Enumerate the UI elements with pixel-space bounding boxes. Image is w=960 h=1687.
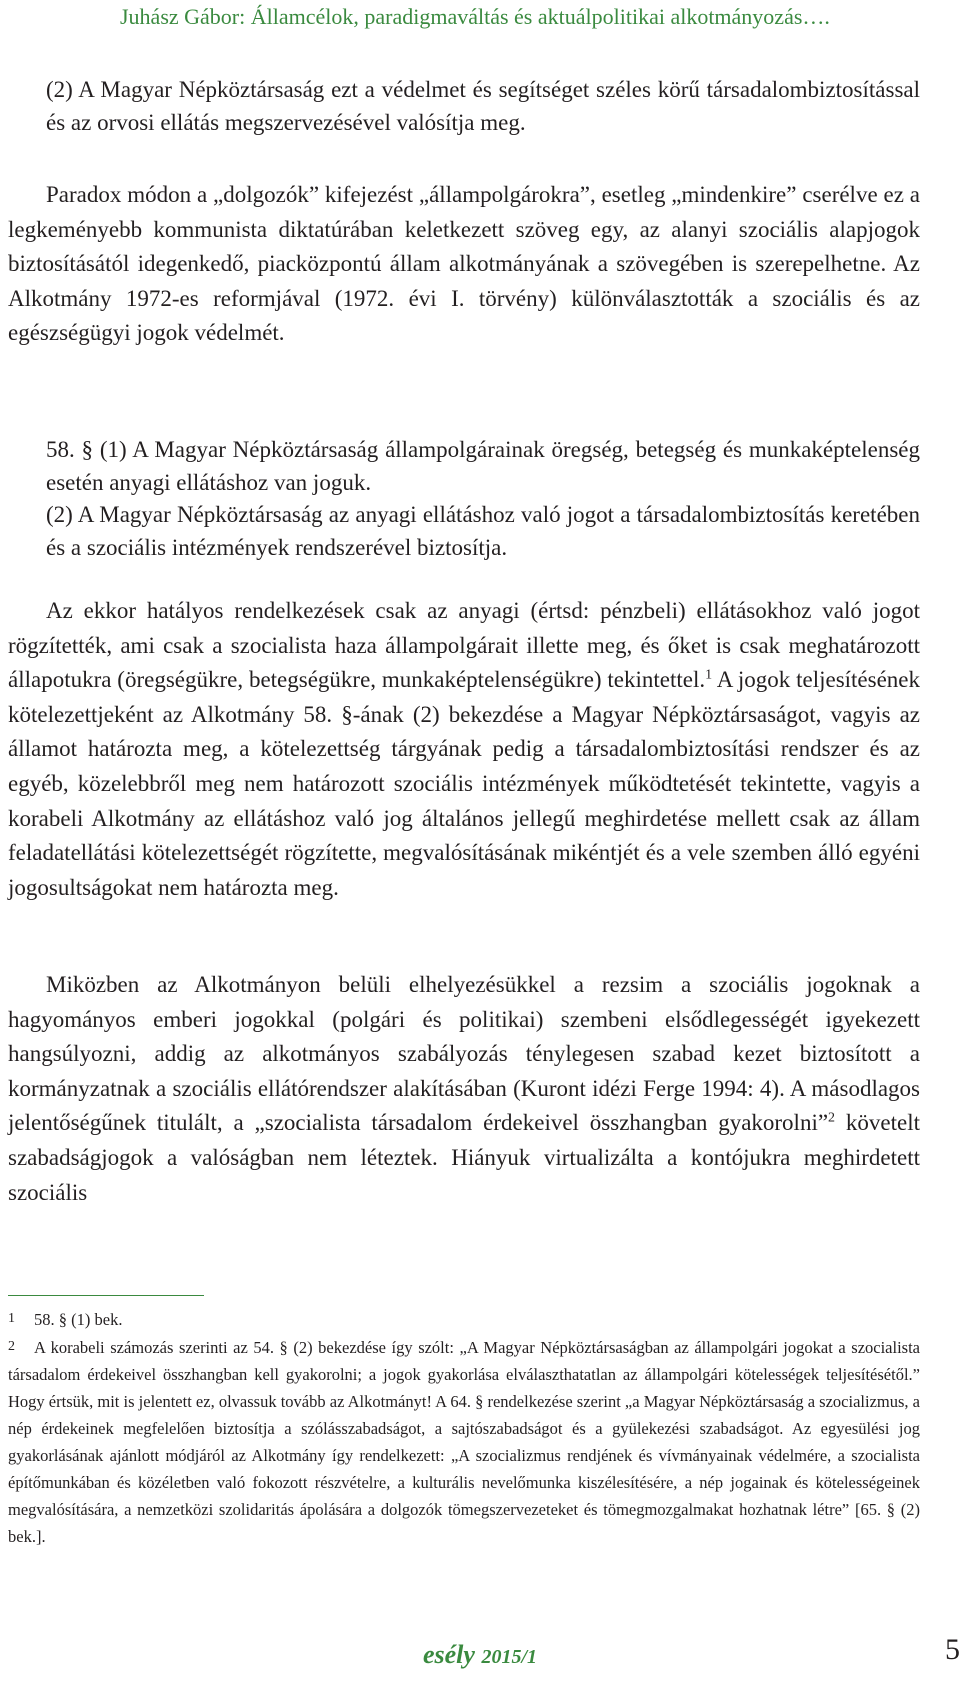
para3-text-a: Miközben az Alkotmányon belüli elhelyezésükkel a rezsim a szociális jogoknak a hagyományos emberi jogokkal (polgári és politikai) szembeni elsődlegességét igyekezett hangsúlyozni, addig az alkotmányos szabályozás ténylegesen szabad kezet biztosított a kormányzatnak a szociális ellátórendszer alakításában (Kuront idézi Ferge 1994: 4). A másodlagos jelentőségűnek titulált, a „szocialista társadalom érdekeivel összhangban gyakorolni” [8, 972, 920, 1136]
journal-name: esély [422, 1640, 475, 1669]
footnote-ref-2[interactable]: 2 [828, 1110, 836, 1126]
footnote-2 [8, 1333, 920, 1550]
footnote-1 [8, 1305, 920, 1333]
para2-text-a: Az ekkor hatályos rendelkezések csak az anyagi (értsd: pénzbeli) ellátásokhoz való jogot rögzítették, ami csak a szocialista haza állampolgárait illette meg, és őket is csak meghatározott állapotukra (öregségükre, betegségükre, munkaképtelenségükre) tekintettel. [8, 598, 920, 693]
body-paragraph-3 [8, 968, 920, 1210]
para2-text-b: A jogok teljesítésének kötelezettjeként az Alkotmány 58. §-ának (2) bekezdése a Magyar Népköztársaságot, vagyis az államot határozta meg, a kötelezettség tárgyának pedig a társadalombiztosítási rendszer és az egyéb, közelebbről meg nem határozott szociális intézmények működtetését tekintette, vagyis a korabeli Alkotmány az ellátáshoz való jog általános jellegű meghirdetése mellett csak az állam feladatellátási kötelezettségét rögzítette, megvalósításának mikéntjét és a vele szemben álló egyéni jogosultságokat nem határozta meg. [8, 667, 921, 900]
footnote-text: 58. § (1) bek. [34, 1310, 123, 1329]
paragraph-text: Paradox módon a „dolgozók” kifejezést „állampolgárokra”, esetleg „mindenkire” cserélve ez a legkeményebb kommunista diktatúrában keletkezett szöveg egy, az alanyi szociális alapjogok biztosításától idegenkedő, piacközpontú állam alkotmányának a szövegében is szerepelhetne. Az Alkotmány 1972-es reformjával (1972. évi I. törvény) különválasztották a szociális és az egészségügyi jogok védelmét. [8, 182, 920, 345]
body-paragraph-1 [8, 178, 920, 351]
paragraph-text [8, 968, 920, 1210]
footnote-text: A korabeli számozás szerinti az 54. § (2) bekezdése így szólt: „A Magyar Népköztársaságban az állampolgári jogokat a szocialista társadalom érdekeivel összhangban kell gyakorolni; a jogok gyakorlása elválaszthatatlan az állampolgári kötelességek teljesítésétől.” Hogy értsük, mit is jelentett ez, olvassuk tovább az Alkotmányt! A 64. § rendelkezése szerint „a Magyar Népköztársaság a szocializmus, a nép érdekeinek megfelelően biztosítja a szólásszabadságot, a sajtószabadságot és a gyülekezési szabadságot. Az egyesülési jog gyakorlásának ajánlott módjáról az Alkotmány így rendelkezett: „A szocializmus rendjének és vívmányainak védelmére, a szocialista építőmunkában és közéletben való fokozott részvételre, a kulturális nevelőmunka kiszélesítésére, a nép jogainak és kötelességeinek megvalósítására, a nemzetközi szolidaritás ápolására a dolgozók tömegszervezeteket és tömegmozgalmakat hozhatnak létre” [65. § (2) bek.]. [8, 1338, 920, 1546]
footnote-number: 2 [8, 1339, 15, 1354]
quoted-provision-1: (2) A Magyar Népköztársaság ezt a védelmet és segítséget széles körű társadalombiztosítással és az orvosi ellátás megszervezésével valósítja meg. [46, 77, 920, 135]
para3-text-b: követelt szabadságjogok a valóságban nem léteztek. Hiányuk virtualizálta a kontójukra meghirdetett szociális [8, 1110, 920, 1205]
body-paragraph-2 [8, 594, 920, 905]
quoted-provision-2 [46, 434, 920, 564]
journal-issue: 2015/1 [481, 1646, 538, 1668]
footnotes [8, 1305, 920, 1550]
footnote-ref-1[interactable]: 1 [705, 667, 713, 683]
footnote-divider [8, 1295, 204, 1296]
paragraph-text [8, 594, 920, 905]
quote2-part-a: 58. § (1) A Magyar Népköztársaság állampolgárainak öregség, betegség és munkaképtelenség esetén anyagi ellátáshoz van joguk. [46, 437, 920, 495]
page-number: 5 [945, 1633, 960, 1666]
running-header: Juhász Gábor: Államcélok, paradigmaváltás és aktuálpolitikai alkotmányozás…. [120, 4, 830, 29]
journal-footer [390, 1640, 570, 1670]
footnote-number: 1 [8, 1311, 15, 1326]
quote2-part-b: (2) A Magyar Népköztársaság az anyagi ellátáshoz való jogot a társadalombiztosítás keretében és a szociális intézmények rendszerével biztosítja. [46, 502, 920, 560]
